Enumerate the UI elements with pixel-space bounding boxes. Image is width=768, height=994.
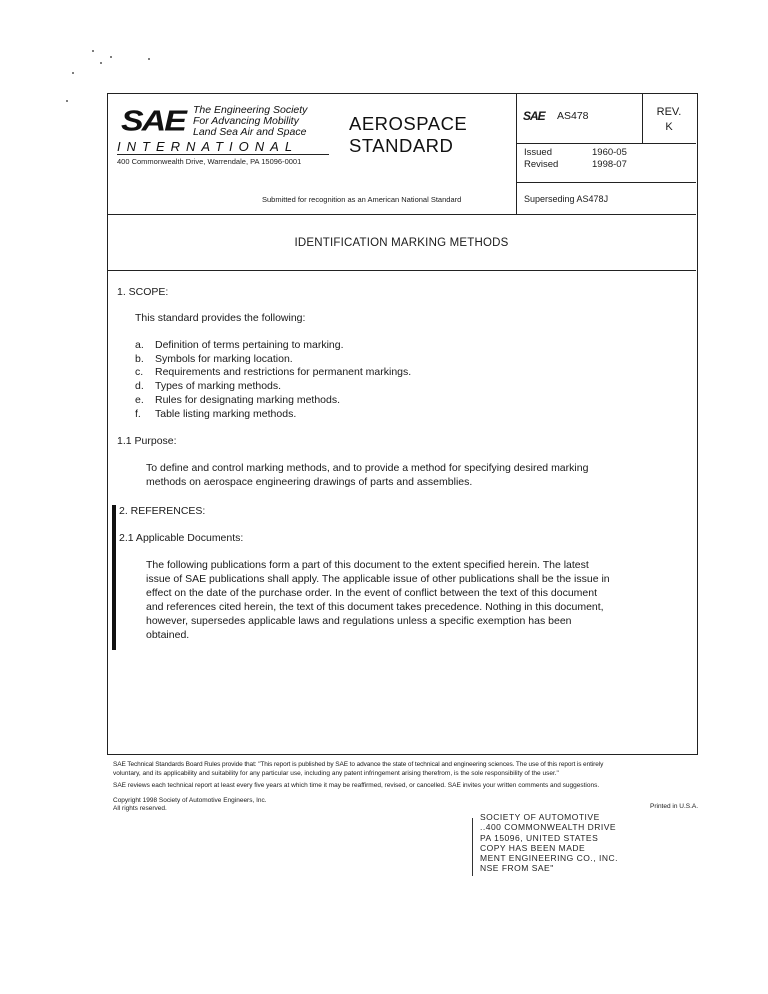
- list-item: c. Requirements and restrictions for permanent markings.: [135, 366, 412, 378]
- paragraph-line: however, supersedes applicable laws and regulations unless a specific exemption has been: [146, 615, 572, 627]
- society-address: 400 Commonwealth Drive, Warrendale, PA 15096-0001: [117, 157, 302, 166]
- tsb-rules-line: voluntary, and its applicability and suitability for any particular use, including any patent infringement arising therefrom, is the sole responsibility of the user.": [113, 770, 559, 777]
- subsection-heading: 1.1 Purpose:: [117, 435, 177, 447]
- paragraph-line: methods on aerospace engineering drawings of parts and assemblies.: [146, 476, 473, 488]
- document-number: AS478: [557, 110, 589, 122]
- section-paragraph: This standard provides the following:: [135, 312, 306, 324]
- scan-speck: [92, 50, 94, 52]
- scan-speck: [100, 62, 102, 64]
- paragraph-line: issue of SAE publications shall apply. The applicable issue of other publications shall be the issue in: [146, 573, 610, 585]
- rev-column-divider: [642, 93, 643, 143]
- subsection-heading: 2.1 Applicable Documents:: [119, 532, 244, 544]
- header-column-divider: [516, 93, 517, 214]
- review-policy-line: SAE reviews each technical report at least every five years at which time it may be reaffirmed, revised, or cancelled. SAE invites your written comments and suggestions.: [113, 782, 600, 789]
- section-heading: 2. REFERENCES:: [119, 505, 206, 517]
- sae-logo: SAE: [121, 104, 185, 138]
- header-divider: [107, 214, 696, 215]
- license-stamp: SOCIETY OF AUTOMOTIVE ..400 COMMONWEALTH DRIVE PA 15096, UNITED STATES COPY HAS BEEN MADE MENT ENGINEERING CO., INC. NSE FROM SAE": [480, 812, 618, 874]
- dates-divider: [516, 182, 696, 183]
- wordmark-rule: [117, 154, 329, 155]
- list-item: e. Rules for designating marking methods.: [135, 394, 341, 406]
- international-wordmark: INTERNATIONAL: [117, 139, 299, 154]
- document-title: IDENTIFICATION MARKING METHODS: [294, 237, 509, 249]
- title-divider: [107, 270, 696, 271]
- paragraph-line: To define and control marking methods, and to provide a method for specifying desired marking: [146, 462, 589, 474]
- list-item: a. Definition of terms pertaining to marking.: [135, 339, 344, 351]
- rights-line: All rights reserved.: [113, 805, 167, 812]
- paragraph-line: The following publications form a part of this document to the extent specified herein. The latest: [146, 559, 589, 571]
- scan-speck: [148, 58, 150, 60]
- paragraph-line: and references cited herein, the text of this document takes precedence. Nothing in this document,: [146, 601, 604, 613]
- standard-type: AEROSPACE STANDARD: [349, 113, 468, 156]
- tsb-rules-line: SAE Technical Standards Board Rules provide that: "This report is published by SAE to advance the state of technical and engineering sciences. The use of this report is entirely: [113, 761, 604, 768]
- superseding-note: Superseding AS478J: [524, 194, 609, 204]
- scan-speck: [66, 100, 68, 102]
- issue-dates: Issued 1960-05 Revised 1998-07: [524, 147, 627, 170]
- sae-small-logo: SAE: [523, 109, 545, 123]
- society-tagline: The Engineering Society For Advancing Mobility Land Sea Air and Space: [193, 104, 308, 138]
- paragraph-line: obtained.: [146, 629, 190, 641]
- section-heading: 1. SCOPE:: [117, 286, 169, 298]
- scan-speck: [110, 56, 112, 58]
- revision-change-bar: [112, 505, 116, 650]
- printed-in-line: Printed in U.S.A.: [650, 803, 699, 810]
- stamp-bracket: [472, 818, 473, 876]
- document-frame: [107, 93, 698, 755]
- list-item: f. Table listing marking methods.: [135, 408, 297, 420]
- revision-box: REV. K: [656, 106, 682, 133]
- list-item: d. Types of marking methods.: [135, 380, 282, 392]
- copyright-line: Copyright 1998 Society of Automotive Engineers, Inc.: [113, 797, 267, 804]
- ansi-submission-note: Submitted for recognition as an American National Standard: [262, 195, 462, 204]
- scan-speck: [72, 72, 74, 74]
- paragraph-line: effect on the date of the purchase order. In the event of conflict between the text of this document: [146, 587, 598, 599]
- list-item: b. Symbols for marking location.: [135, 353, 293, 365]
- docno-divider: [516, 143, 696, 144]
